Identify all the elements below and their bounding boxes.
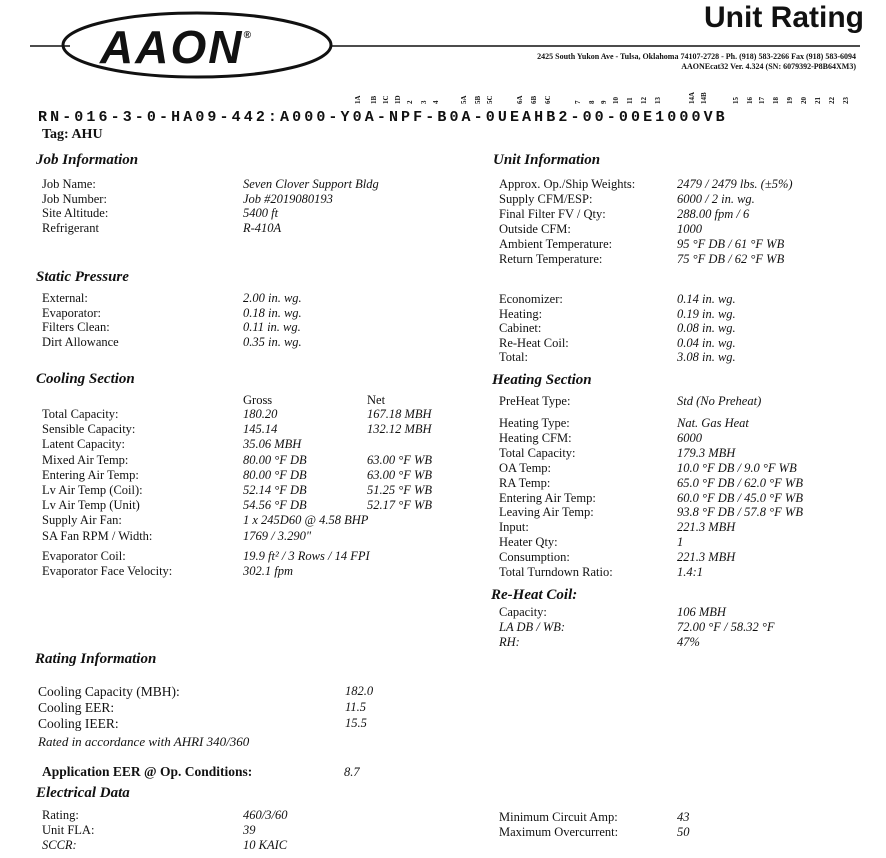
unit-info-label: Outside CFM:	[499, 222, 571, 236]
reheat-label: LA DB / WB:	[499, 620, 566, 634]
cooling-net-value: 51.25 °F WB	[367, 483, 433, 497]
heating-value: 6000	[677, 430, 702, 445]
cooling-gross-value: 52.14 °F DB	[243, 483, 307, 497]
static-pressure-label: Filters Clean:	[42, 320, 110, 334]
cooling-gross-value: 1769 / 3.290"	[243, 528, 312, 543]
static-pressure-value: 3.08 in. wg.	[677, 350, 736, 364]
heating-value: 221.3 MBH	[677, 520, 736, 535]
static-pressure-value: 0.11 in. wg.	[243, 320, 301, 334]
reheat-label: RH:	[499, 635, 520, 649]
unit-info-value: 75 °F DB / 62 °F WB	[677, 252, 785, 266]
unit-info-value: 95 °F DB / 61 °F WB	[677, 237, 785, 251]
electrical-value: 39	[243, 823, 256, 837]
static-pressure-value: 2.00 in. wg.	[243, 291, 302, 305]
cooling-gross-value: 35.06 MBH	[243, 437, 302, 452]
heating-label: Entering Air Temp:	[499, 490, 596, 505]
job-info-value: Seven Clover Support Bldg	[243, 177, 379, 191]
rn-code-label: 15	[732, 97, 740, 104]
heating-label: Heater Qty:	[499, 535, 558, 550]
unit-info-value: 1000	[677, 222, 702, 236]
job-info-label: Site Altitude:	[42, 206, 109, 220]
heating-value: 1	[677, 535, 684, 550]
heating-value: 65.0 °F DB / 62.0 °F WB	[677, 475, 803, 490]
heating-value: 93.8 °F DB / 57.8 °F WB	[677, 505, 803, 520]
job-info-heading: Job Information	[36, 152, 139, 168]
rn-code-label: 14B	[700, 92, 708, 104]
heating-label: Total Turndown Ratio:	[499, 565, 613, 579]
rn-model-number: RN-016-3-0-HA09-442:A000-Y0A-NPF-B0A-0UEAHB2-00-00E1000VB	[38, 109, 728, 126]
cooling-gross-header: Gross	[243, 393, 273, 407]
cooling-net-value: 132.12 MBH	[367, 422, 432, 437]
unit-info-heading: Unit Information	[493, 152, 601, 168]
unit-info-value: 6000 / 2 in. wg.	[677, 192, 755, 206]
cooling-gross-value: 1 x 245D60 @ 4.58 BHP	[243, 513, 369, 528]
unit-info-label: Supply CFM/ESP:	[499, 192, 593, 206]
job-info-value: 5400 ft	[243, 206, 279, 220]
app-eer-label: Application EER @ Op. Conditions:	[42, 764, 253, 779]
electrical-heading: Electrical Data	[36, 785, 130, 801]
static-pressure-label: External:	[42, 291, 88, 305]
cooling-label: Supply Air Fan:	[42, 513, 122, 528]
rn-code-label: 13	[654, 97, 662, 104]
rn-code-label: 2	[406, 100, 414, 104]
static-pressure-heading: Static Pressure	[36, 269, 129, 285]
preheat-label: PreHeat Type:	[499, 394, 571, 408]
cooling-label: Mixed Air Temp:	[42, 452, 129, 467]
heating-heading: Heating Section	[492, 372, 592, 388]
rating-value: 15.5	[345, 716, 367, 730]
unit-info-label: Final Filter FV / Qty:	[499, 207, 606, 221]
job-info-label: Refrigerant	[42, 220, 99, 235]
evaporator-value: 19.9 ft² / 3 Rows / 14 FPI	[243, 549, 370, 563]
electrical-label: Rating:	[42, 808, 79, 822]
rn-code-label: 1D	[394, 95, 402, 104]
rn-code-label: 3	[420, 100, 428, 104]
rn-code-label: 14A	[688, 91, 696, 104]
rn-code-label: 22	[828, 97, 836, 104]
rn-code-label: 5C	[486, 95, 494, 104]
rating-heading: Rating Information	[35, 651, 157, 667]
static-pressure-label: Total:	[499, 350, 528, 364]
rn-code-label: 1B	[370, 95, 378, 104]
rating-value: 11.5	[345, 700, 366, 714]
electrical-label: Unit FLA:	[42, 823, 95, 837]
rn-code-label: 18	[772, 97, 780, 104]
cooling-gross-value: 54.56 °F DB	[243, 498, 307, 513]
heating-value: 60.0 °F DB / 45.0 °F WB	[677, 490, 803, 505]
static-pressure-label: Economizer:	[499, 292, 563, 306]
reheat-label: Capacity:	[499, 605, 547, 619]
electrical-value: 50	[677, 825, 690, 839]
static-pressure-value: 0.14 in. wg.	[677, 292, 736, 306]
rn-code-label: 1C	[382, 95, 390, 104]
cooling-label: SA Fan RPM / Width:	[42, 528, 153, 543]
heating-label: Total Capacity:	[499, 445, 576, 460]
unit-info-value: 288.00 fpm / 6	[677, 207, 750, 221]
rn-code-label: 6A	[516, 95, 524, 104]
job-info-label: Job Number:	[42, 191, 107, 206]
evaporator-label: Evaporator Coil:	[42, 549, 126, 563]
company-address: 2425 South Yukon Ave - Tulsa, Oklahoma 74107-2728 - Ph. (918) 583-2266 Fax (918) 583-6094 AAONEcat32 Ver. 4.324 (SN: 6079392-P8B64XM3)	[537, 52, 856, 71]
rn-code-label: 23	[842, 97, 850, 104]
heating-label: Consumption:	[499, 550, 570, 565]
rating-value: 182.0	[345, 684, 374, 698]
rn-code-label: 1A	[354, 95, 362, 104]
unit-info-value: 2479 / 2479 lbs. (±5%)	[677, 177, 793, 191]
heating-label: Heating Type:	[499, 416, 570, 430]
cooling-label: Total Capacity:	[42, 407, 119, 421]
reheat-value: 47%	[677, 635, 700, 649]
electrical-value: 43	[677, 810, 690, 824]
heating-value: 1.4:1	[677, 565, 704, 579]
rn-code-label: 16	[746, 97, 754, 104]
heating-label: OA Temp:	[499, 460, 552, 475]
rn-code-label: 8	[588, 100, 596, 104]
unit-info-label: Approx. Op./Ship Weights:	[499, 177, 636, 191]
cooling-label: Sensible Capacity:	[42, 422, 136, 437]
heating-value: 179.3 MBH	[677, 445, 736, 460]
cooling-gross-value: 180.20	[243, 407, 278, 421]
rn-code-label: 19	[786, 97, 794, 104]
heating-value: 10.0 °F DB / 9.0 °F WB	[677, 460, 797, 475]
unit-info-label: Ambient Temperature:	[499, 237, 613, 251]
cooling-net-value: 52.17 °F WB	[367, 498, 433, 513]
cooling-net-header: Net	[367, 393, 386, 407]
ahri-note: Rated in accordance with AHRI 340/360	[38, 734, 250, 749]
cooling-label: Lv Air Temp (Unit)	[42, 498, 140, 513]
static-pressure-value: 0.18 in. wg.	[243, 305, 302, 320]
cooling-gross-value: 145.14	[243, 422, 278, 437]
heating-label: Heating CFM:	[499, 430, 572, 445]
page-title: Unit Rating	[704, 1, 864, 34]
static-pressure-value: 0.35 in. wg.	[243, 334, 302, 349]
electrical-label: SCCR:	[42, 838, 77, 852]
electrical-value: 10 KAIC	[243, 838, 288, 852]
rn-code-label: 17	[758, 97, 766, 104]
rn-code-label: 7	[574, 100, 582, 104]
static-pressure-value: 0.08 in. wg.	[677, 321, 736, 335]
rating-label: Cooling IEER:	[38, 716, 119, 731]
rating-label: Cooling EER:	[38, 700, 115, 715]
heating-value: Nat. Gas Heat	[677, 416, 749, 430]
electrical-label: Minimum Circuit Amp:	[499, 810, 618, 824]
cooling-heading: Cooling Section	[36, 371, 135, 387]
unit-tag: Tag: AHU	[42, 127, 103, 142]
rn-code-label: 21	[814, 97, 822, 104]
static-pressure-label: Heating:	[499, 306, 543, 321]
heating-label: Input:	[499, 520, 529, 535]
cooling-label: Entering Air Temp:	[42, 467, 139, 482]
rn-code-label: 5A	[460, 95, 468, 104]
evaporator-label: Evaporator Face Velocity:	[42, 564, 173, 578]
static-pressure-label: Re-Heat Coil:	[499, 335, 569, 350]
cooling-gross-value: 80.00 °F DB	[243, 452, 307, 467]
static-pressure-label: Dirt Allowance	[42, 334, 119, 349]
cooling-gross-value: 80.00 °F DB	[243, 467, 307, 482]
rn-code-label: 11	[626, 97, 634, 104]
job-info-label: Job Name:	[42, 177, 96, 191]
reheat-value: 72.00 °F / 58.32 °F	[677, 620, 775, 634]
aaon-logo: AAON®	[100, 21, 253, 73]
static-pressure-value: 0.04 in. wg.	[677, 335, 736, 350]
rn-code-label: 20	[800, 97, 808, 104]
rn-code-label: 10	[612, 97, 620, 104]
rn-code-label: 6B	[530, 95, 538, 104]
reheat-heading: Re-Heat Coil:	[491, 587, 578, 603]
heating-label: RA Temp:	[499, 475, 551, 490]
electrical-label: Maximum Overcurrent:	[499, 825, 619, 839]
rating-label: Cooling Capacity (MBH):	[38, 684, 180, 699]
electrical-value: 460/3/60	[243, 808, 288, 822]
rn-code-label: 4	[432, 100, 440, 104]
heating-value: 221.3 MBH	[677, 550, 736, 565]
evaporator-value: 302.1 fpm	[243, 564, 293, 578]
unit-info-label: Return Temperature:	[499, 252, 603, 266]
cooling-net-value: 63.00 °F WB	[367, 452, 433, 467]
rn-code-label: 9	[600, 100, 608, 104]
job-info-value: Job #2019080193	[243, 191, 333, 206]
static-pressure-value: 0.19 in. wg.	[677, 306, 736, 321]
cooling-net-value: 167.18 MBH	[367, 407, 432, 421]
cooling-label: Latent Capacity:	[42, 437, 125, 452]
rn-code-label: 5B	[474, 95, 482, 104]
preheat-value: Std (No Preheat)	[677, 394, 762, 408]
job-info-value: R-410A	[243, 220, 282, 235]
rn-code-label: 6C	[544, 95, 552, 104]
app-eer-value: 8.7	[344, 765, 360, 779]
static-pressure-label: Cabinet:	[499, 321, 542, 335]
static-pressure-label: Evaporator:	[42, 305, 102, 320]
reheat-value: 106 MBH	[677, 605, 726, 619]
cooling-net-value: 63.00 °F WB	[367, 467, 433, 482]
rn-code-label: 12	[640, 97, 648, 104]
heating-label: Leaving Air Temp:	[499, 505, 594, 520]
cooling-label: Lv Air Temp (Coil):	[42, 483, 143, 497]
